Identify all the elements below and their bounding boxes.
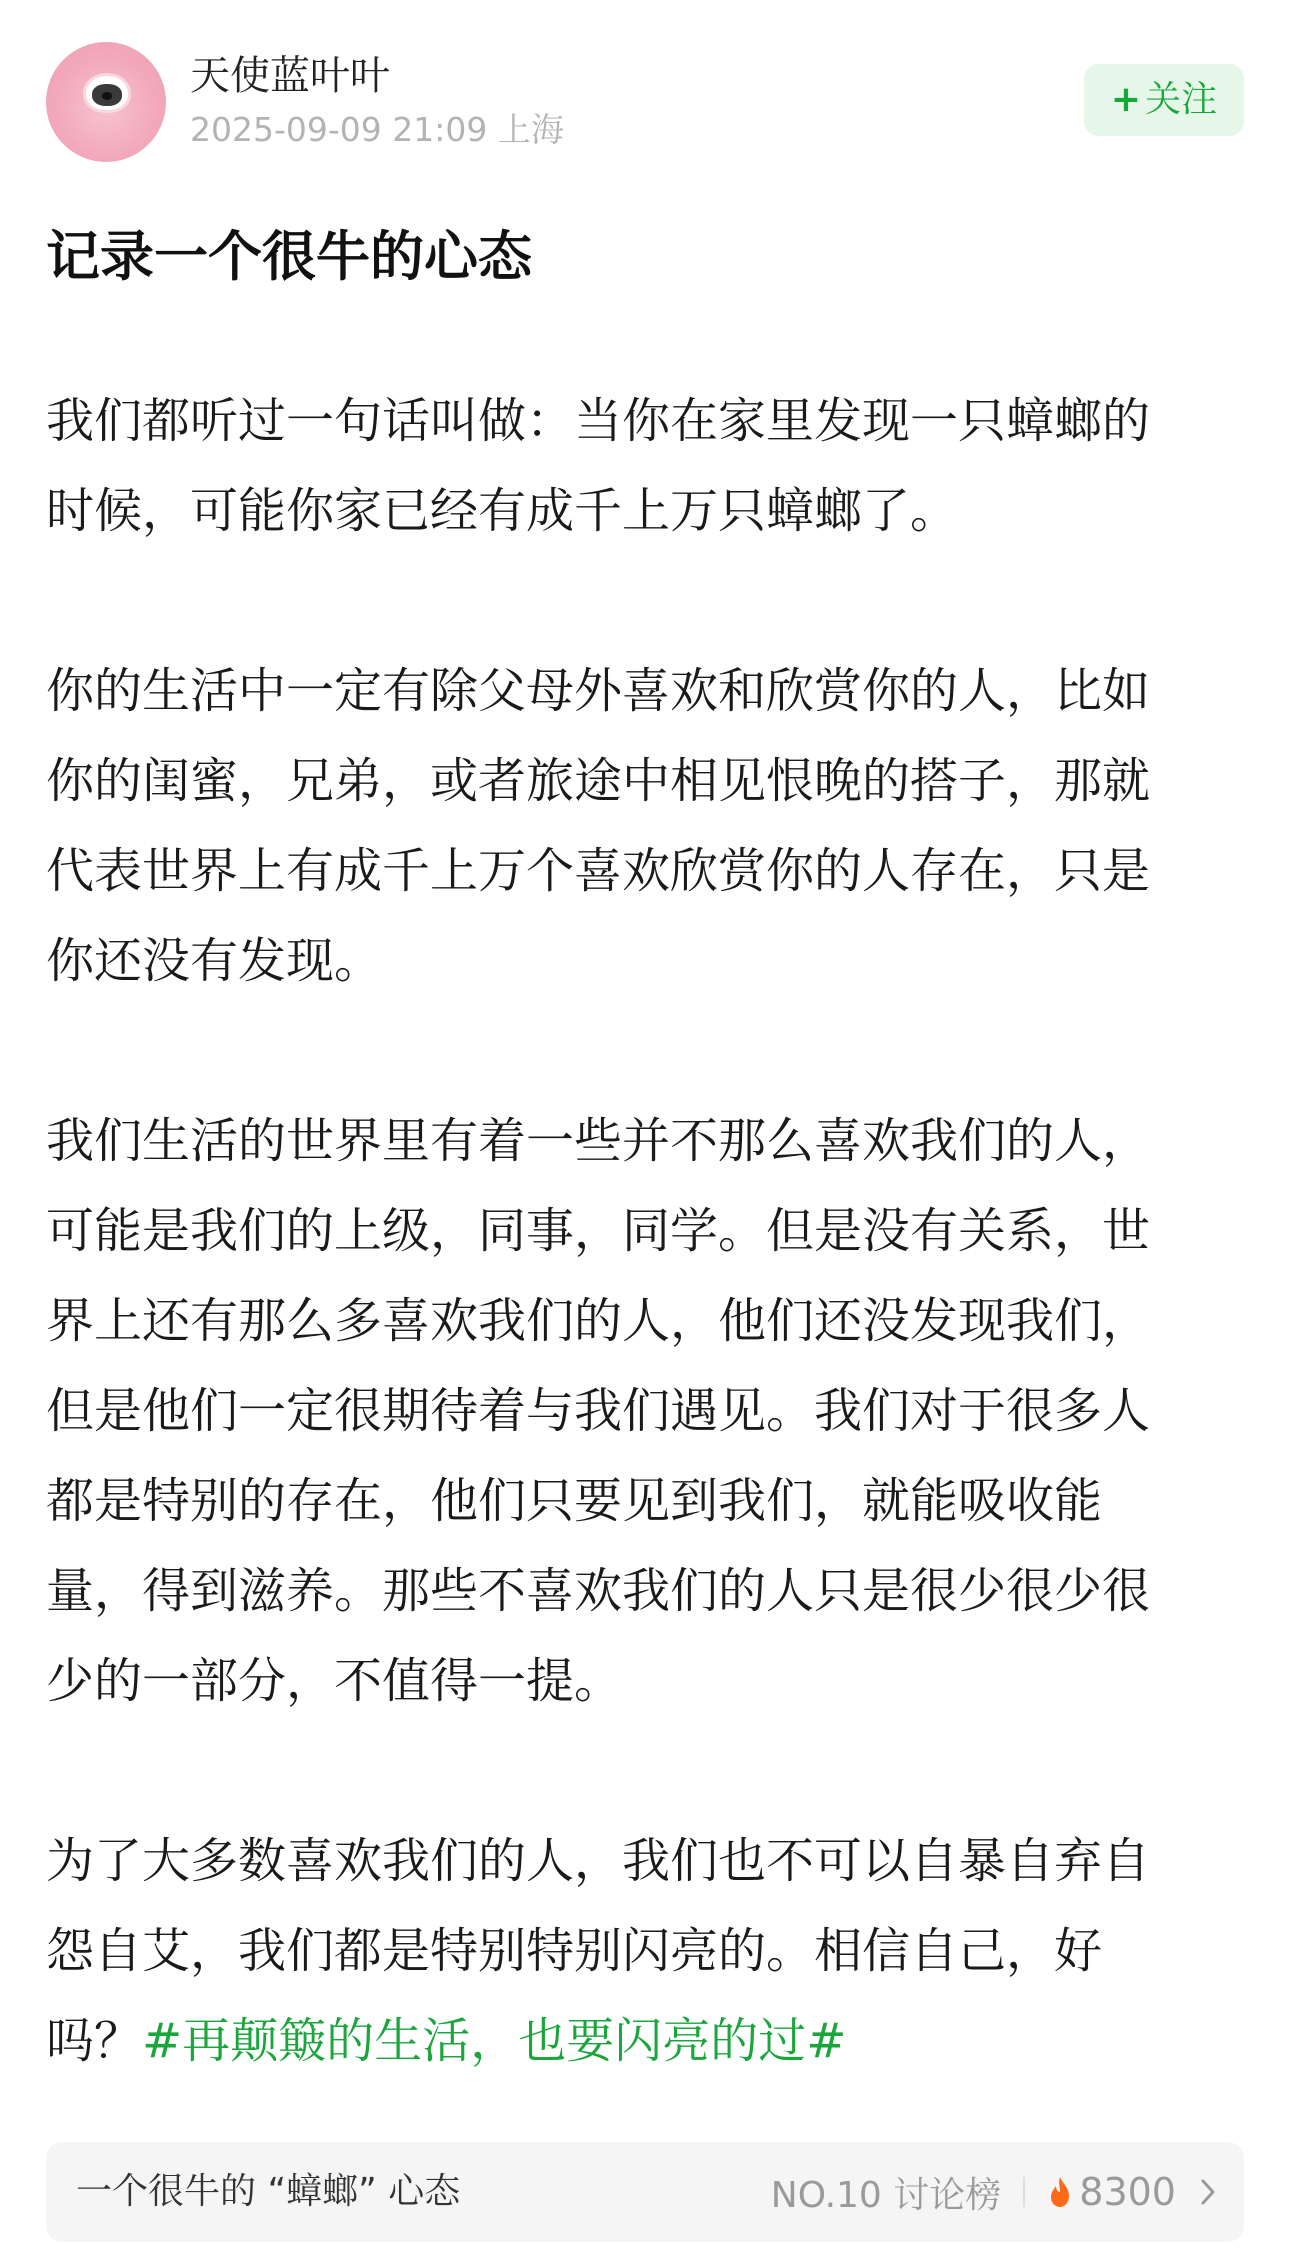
follow-button[interactable] (1084, 64, 1244, 136)
hashtag-link[interactable]: #再颠簸的生活，也要闪亮的过# (142, 2013, 847, 2069)
paragraph-line: 我们都听过一句话叫做：当你在家里发现一只蟑螂的 (46, 393, 1151, 449)
post-header (46, 42, 1244, 162)
paragraph-line: 你的闺蜜，兄弟，或者旅途中相见恨晚的搭子，那就 (46, 753, 1151, 809)
author-name[interactable]: 天使蓝叶叶 (190, 53, 390, 99)
topic-rank: NO.10 讨论榜 (770, 2174, 1002, 2216)
paragraph-1 (46, 376, 1244, 556)
topic-stats (771, 2142, 1216, 2242)
topic-name: 一个很牛的 “蟑螂” 心态 (76, 2171, 461, 2212)
follow-button-label: 关注 (1145, 79, 1218, 120)
paragraph-line: 都是特别的存在，他们只要见到我们，就能吸收能 (46, 1473, 1103, 1529)
paragraph-4 (46, 1816, 1244, 2086)
paragraph-line: 为了大多数喜欢我们的人，我们也不可以自暴自弃自 (46, 1833, 1151, 1889)
paragraph-last-line (46, 1996, 1244, 2086)
topic-divider (1023, 2177, 1025, 2207)
avatar[interactable] (46, 42, 166, 162)
post-meta: 2025-09-09 21:09 上海 (190, 110, 564, 149)
paragraph-line: 我们生活的世界里有着一些并不那么喜欢我们的人， (46, 1113, 1151, 1169)
avatar-image-nose (102, 92, 112, 100)
paragraph-line: 代表世界上有成千上万个喜欢欣赏你的人存在，只是 (46, 843, 1151, 899)
topic-heat-count: 8300 (1079, 2170, 1176, 2214)
paragraph-line: 少的一部分，不值得一提。 (46, 1653, 623, 1709)
paragraph-2 (46, 646, 1244, 1006)
chevron-right-icon[interactable] (1200, 2178, 1216, 2206)
paragraph-3 (46, 1096, 1244, 1726)
paragraph-line: 可能是我们的上级，同事，同学。但是没有关系，世 (46, 1203, 1151, 1259)
post-title: 记录一个很牛的心态 (46, 225, 532, 288)
fire-icon (1047, 2176, 1073, 2208)
paragraph-line: 界上还有那么多喜欢我们的人，他们还没发现我们， (46, 1293, 1151, 1349)
paragraph-line: 你的生活中一定有除父母外喜欢和欣赏你的人，比如 (46, 663, 1151, 719)
paragraph-line-text: 吗？ (46, 2013, 143, 2069)
plus-icon: + (1110, 79, 1142, 120)
paragraph-line: 时候，可能你家已经有成千上万只蟑螂了。 (46, 483, 959, 539)
paragraph-line: 你还没有发现。 (46, 933, 383, 989)
topic-bar[interactable] (46, 2142, 1244, 2242)
post-body (46, 376, 1244, 2176)
paragraph-line: 怨自艾，我们都是特别特别闪亮的。相信自己，好 (46, 1923, 1103, 1979)
paragraph-line: 但是他们一定很期待着与我们遇见。我们对于很多人 (46, 1383, 1151, 1439)
paragraph-line: 量，得到滋养。那些不喜欢我们的人只是很少很少很 (46, 1563, 1151, 1619)
